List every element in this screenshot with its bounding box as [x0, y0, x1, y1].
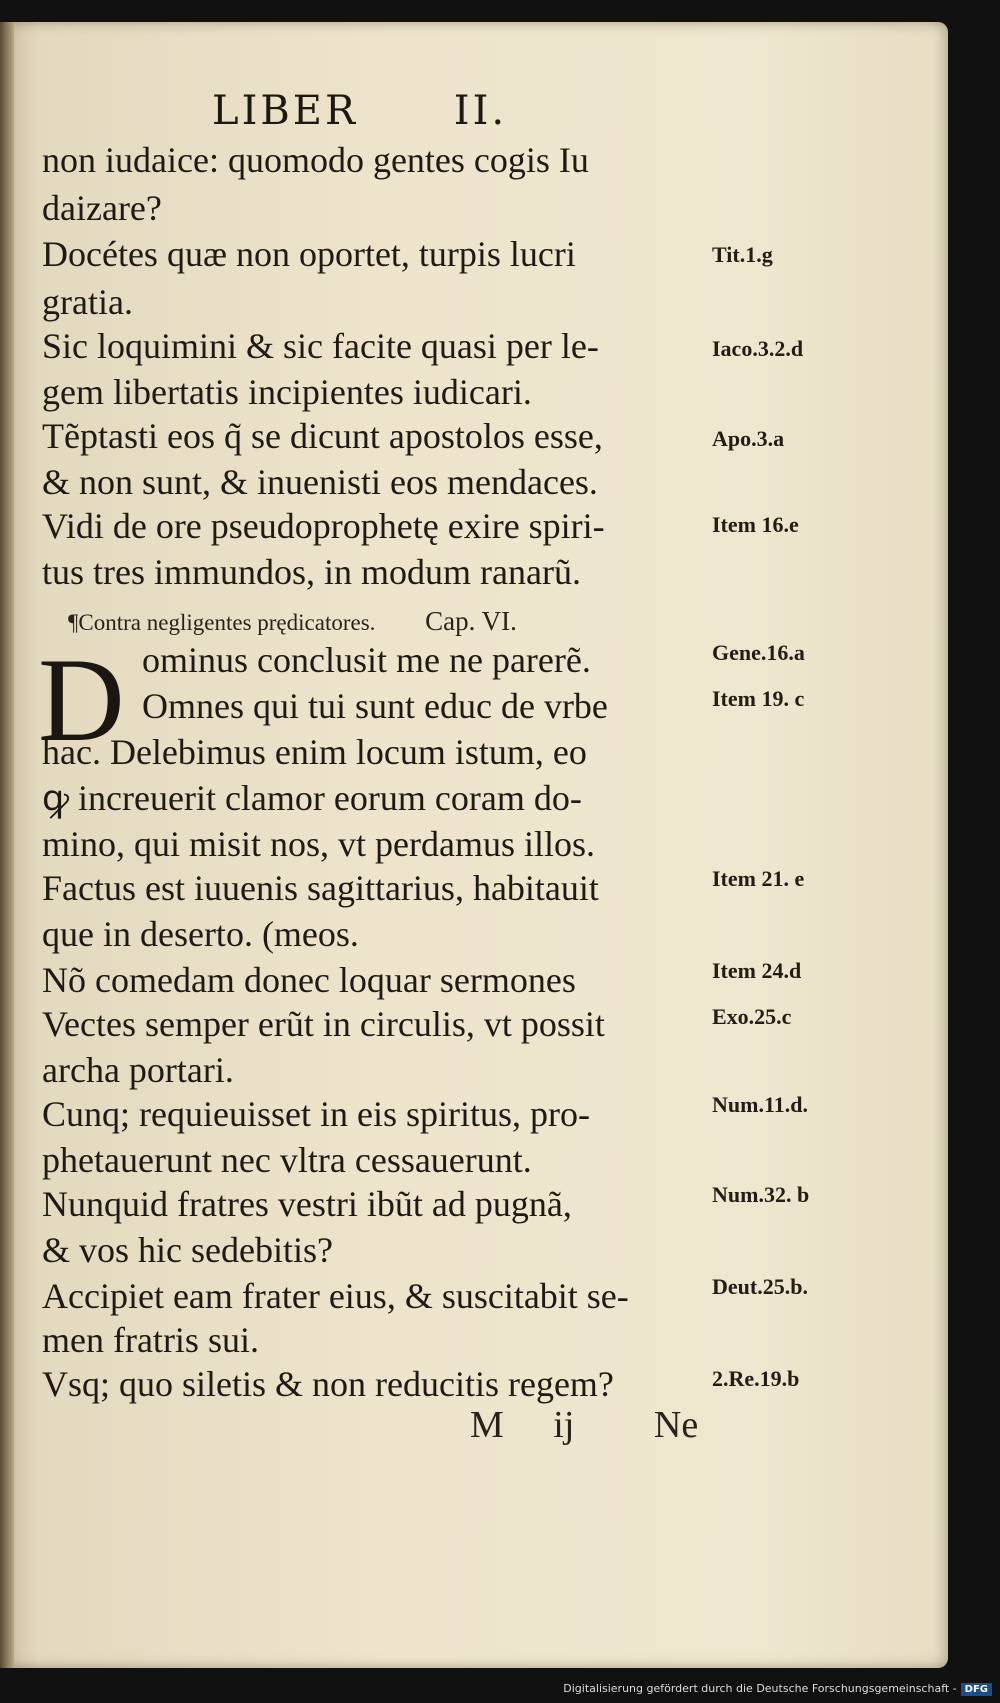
- text-line: Factus est iuuenis sagittarius, habitauit: [42, 868, 599, 908]
- signature-letter: M: [470, 1404, 504, 1446]
- chapter-heading: [68, 606, 517, 637]
- text-line: men fratris sui.: [42, 1320, 259, 1360]
- text-line: mino, qui misit nos, vt perdamus illos.: [42, 824, 596, 864]
- text-line: & non sunt, & inuenisti eos mendaces.: [42, 462, 598, 502]
- text-line: daizare?: [42, 188, 162, 228]
- marginal-reference: Num.32. b: [712, 1182, 810, 1207]
- text-line: gem libertatis incipientes iudicari.: [42, 372, 532, 412]
- text-line: Vsq; quo siletis & non reducitis regem?: [42, 1364, 614, 1404]
- text-line: tus tres immundos, in modum ranarũ.: [42, 552, 581, 592]
- footer-credit: [563, 1682, 992, 1696]
- text-line: Vidi de ore pseudoprophetę exire spiri-: [42, 506, 605, 546]
- text-line: ominus conclusit me ne parerẽ.: [142, 640, 591, 680]
- text-line: Nunquid fratres vestri ibũt ad pugnã,: [42, 1184, 572, 1224]
- marginal-reference: Item 16.e: [712, 512, 799, 537]
- marginal-reference: 2.Re.19.b: [712, 1366, 800, 1391]
- text-line: Nõ comedam donec loquar sermones: [42, 960, 576, 1000]
- text-line: Tẽptasti eos q̃ se dicunt apostolos esse,: [42, 416, 603, 456]
- text-line: Docétes quæ non oportet, turpis lucri: [42, 234, 576, 274]
- signature-number: ij: [553, 1404, 575, 1446]
- text-line: archa portari.: [42, 1050, 234, 1090]
- marginal-reference: Item 24.d: [712, 958, 802, 983]
- text-line: que in deserto. (meos.: [42, 914, 359, 954]
- text-line: ꝙ increuerit clamor eorum coram do-: [42, 778, 582, 818]
- dfg-logo: DFG: [961, 1683, 992, 1696]
- text-line: Omnes qui tui sunt educ de vrbe: [142, 686, 608, 726]
- text-line: Accipiet eam frater eius, & suscitabit se-: [42, 1276, 629, 1316]
- text-line: Sic loquimini & sic facite quasi per le-: [42, 326, 599, 366]
- marginal-reference: Item 21. e: [712, 866, 805, 891]
- drop-cap-initial: D: [38, 633, 125, 766]
- page-gutter: [0, 22, 14, 1668]
- signature-mark: [470, 1403, 698, 1447]
- text-line: Cunq; requieuisset in eis spiritus, pro-: [42, 1094, 590, 1134]
- chapter-title: ¶Contra negligentes prędicatores.: [68, 610, 376, 635]
- header-title: LIBER: [212, 88, 359, 134]
- marginal-reference: Gene.16.a: [712, 640, 805, 665]
- text-line: gratia.: [42, 282, 133, 322]
- marginal-reference: Iaco.3.2.d: [712, 336, 804, 361]
- marginal-reference: Item 19. c: [712, 686, 805, 711]
- text-line: phetauerunt nec vltra cessauerunt.: [42, 1140, 532, 1180]
- running-header: [212, 88, 507, 134]
- header-number: II.: [453, 88, 508, 134]
- marginal-reference: Deut.25.b.: [712, 1274, 808, 1299]
- chapter-number: Cap. VI.: [425, 606, 517, 636]
- catchword: Ne: [653, 1404, 699, 1446]
- marginal-reference: Exo.25.c: [712, 1004, 792, 1029]
- marginal-reference: Apo.3.a: [712, 426, 785, 451]
- text-line: & vos hic sedebitis?: [42, 1230, 333, 1270]
- marginal-reference: Num.11.d.: [712, 1092, 808, 1117]
- text-line: non iudaice: quomodo gentes cogis Iu: [42, 140, 589, 180]
- text-line: hac. Delebimus enim locum istum, eo: [42, 732, 587, 772]
- text-line: Vectes semper erũt in circulis, vt possit: [42, 1004, 605, 1044]
- marginal-reference: Tit.1.g: [712, 242, 773, 267]
- footer-text: Digitalisierung gefördert durch die Deutsche Forschungsgemeinschaft -: [563, 1682, 957, 1695]
